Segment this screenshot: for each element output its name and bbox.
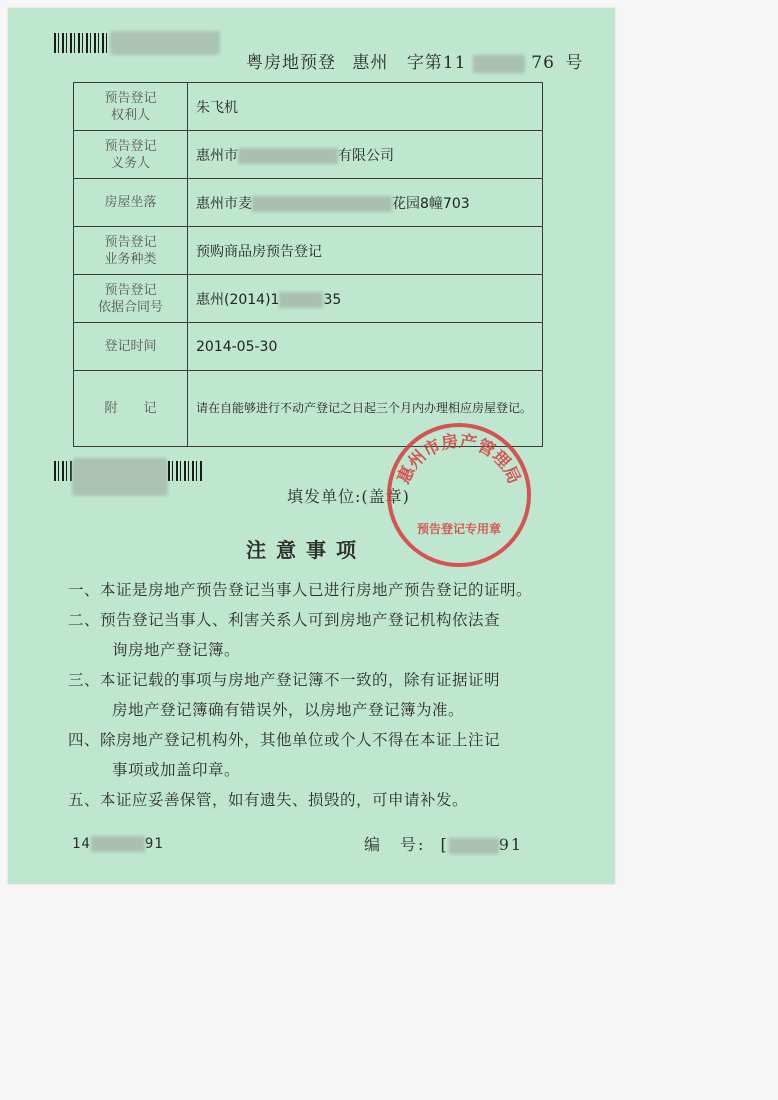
obligor-value-start: 惠州市 [196,147,238,164]
row-label [74,323,188,371]
number-bracket: [ [440,835,449,854]
notice-item [68,725,548,785]
redacted-barcode-number [72,458,168,496]
number-label: 编 号: [364,835,426,854]
right-holder-value: 朱飞机 [188,83,543,131]
contract-value-end: 35 [323,291,342,308]
middle-barcode [54,461,72,481]
remarks-value: 请在自能够进行不动产登记之日起三个月内办理相应房屋登记。 [188,371,543,447]
redacted-number [449,838,499,854]
notice-text: 五、本证应妥善保管，如有遗失、损毁的，可申请补发。 [68,791,469,809]
notice-text-continuation: 事项或加盖印章。 [112,761,241,779]
serial-end: 91 [144,836,164,852]
contract-number-value [188,275,543,323]
label-line: 依据合同号 [97,299,163,315]
number-end: 91 [498,835,524,854]
serial-start: 14 [72,836,91,852]
label-line: 预告登记 [104,234,157,250]
label-line: 房屋坐落 [104,195,157,210]
row-label [74,275,188,323]
notice-text-continuation: 房地产登记簿确有错误外，以房地产登记簿为准。 [112,701,465,719]
table-row-registration-date [74,323,543,371]
table-row-contract-number [74,275,543,323]
notice-item [68,605,548,665]
notice-item [68,785,548,815]
header-hao: 号 [565,53,584,73]
registration-date-value: 2014-05-30 [188,323,543,371]
issuing-unit-label: 填发单位:(盖章) [287,487,410,506]
notice-item [68,575,548,605]
top-barcode [54,33,110,53]
row-label [74,371,188,447]
label-line: 预告登记 [104,282,157,298]
row-label [74,179,188,227]
location-value-start: 惠州市麦 [196,195,252,212]
redacted-company-name [238,148,338,164]
official-seal [384,420,534,570]
row-label [74,131,188,179]
redacted-contract-number [279,292,323,308]
business-type-value: 预购商品房预告登记 [188,227,543,275]
label-line: 预告登记 [104,138,157,154]
location-value [188,179,543,227]
registration-table [73,82,543,447]
header-suffix: 76 [531,53,555,73]
header-city: 惠州 [352,53,389,73]
middle-barcode-right [168,461,202,481]
contract-value-start: 惠州(2014)1 [196,291,280,308]
table-row-location [74,179,543,227]
redacted-address [252,196,392,212]
certificate-number-header [246,48,583,73]
obligor-value-end: 有限公司 [338,147,394,164]
row-label [74,83,188,131]
footer-serial [72,836,164,852]
notice-title: 注意事项 [246,538,366,562]
label-line: 义务人 [110,155,150,171]
label-line: 预告登记 [104,90,157,106]
notice-text: 二、预告登记当事人、利害关系人可到房地产登记机构依法查 [68,611,501,629]
notice-list [68,575,548,815]
notice-text: 四、除房地产登记机构外，其他单位或个人不得在本证上注记 [68,731,501,749]
redacted-barcode-number [110,31,220,55]
obligor-value [188,131,543,179]
header-prefix: 粤房地预登 [246,53,336,73]
notice-text: 三、本证记载的事项与房地产登记簿不一致的，除有证据证明 [68,671,501,689]
row-label [74,227,188,275]
label-line: 登记时间 [104,339,157,354]
seal-inner-text: 预告登记专用章 [416,522,502,536]
label-line: 权利人 [110,107,150,123]
notice-text-continuation: 询房地产登记簿。 [112,641,241,659]
table-row-obligor [74,131,543,179]
location-value-end: 花园8幢703 [392,195,470,212]
redacted-serial [91,836,145,852]
notice-item [68,665,548,725]
notice-text: 一、本证是房地产预告登记当事人已进行房地产预告登记的证明。 [68,581,533,599]
label-line: 附 记 [104,401,157,416]
seal-outer-text: 惠州市房产管理局 [393,431,525,487]
table-row-business-type [74,227,543,275]
redacted-header-number [473,55,525,73]
footer-number [364,832,523,855]
header-word: 字第11 [406,53,467,73]
label-line: 业务种类 [104,251,157,267]
table-row-right-holder [74,83,543,131]
